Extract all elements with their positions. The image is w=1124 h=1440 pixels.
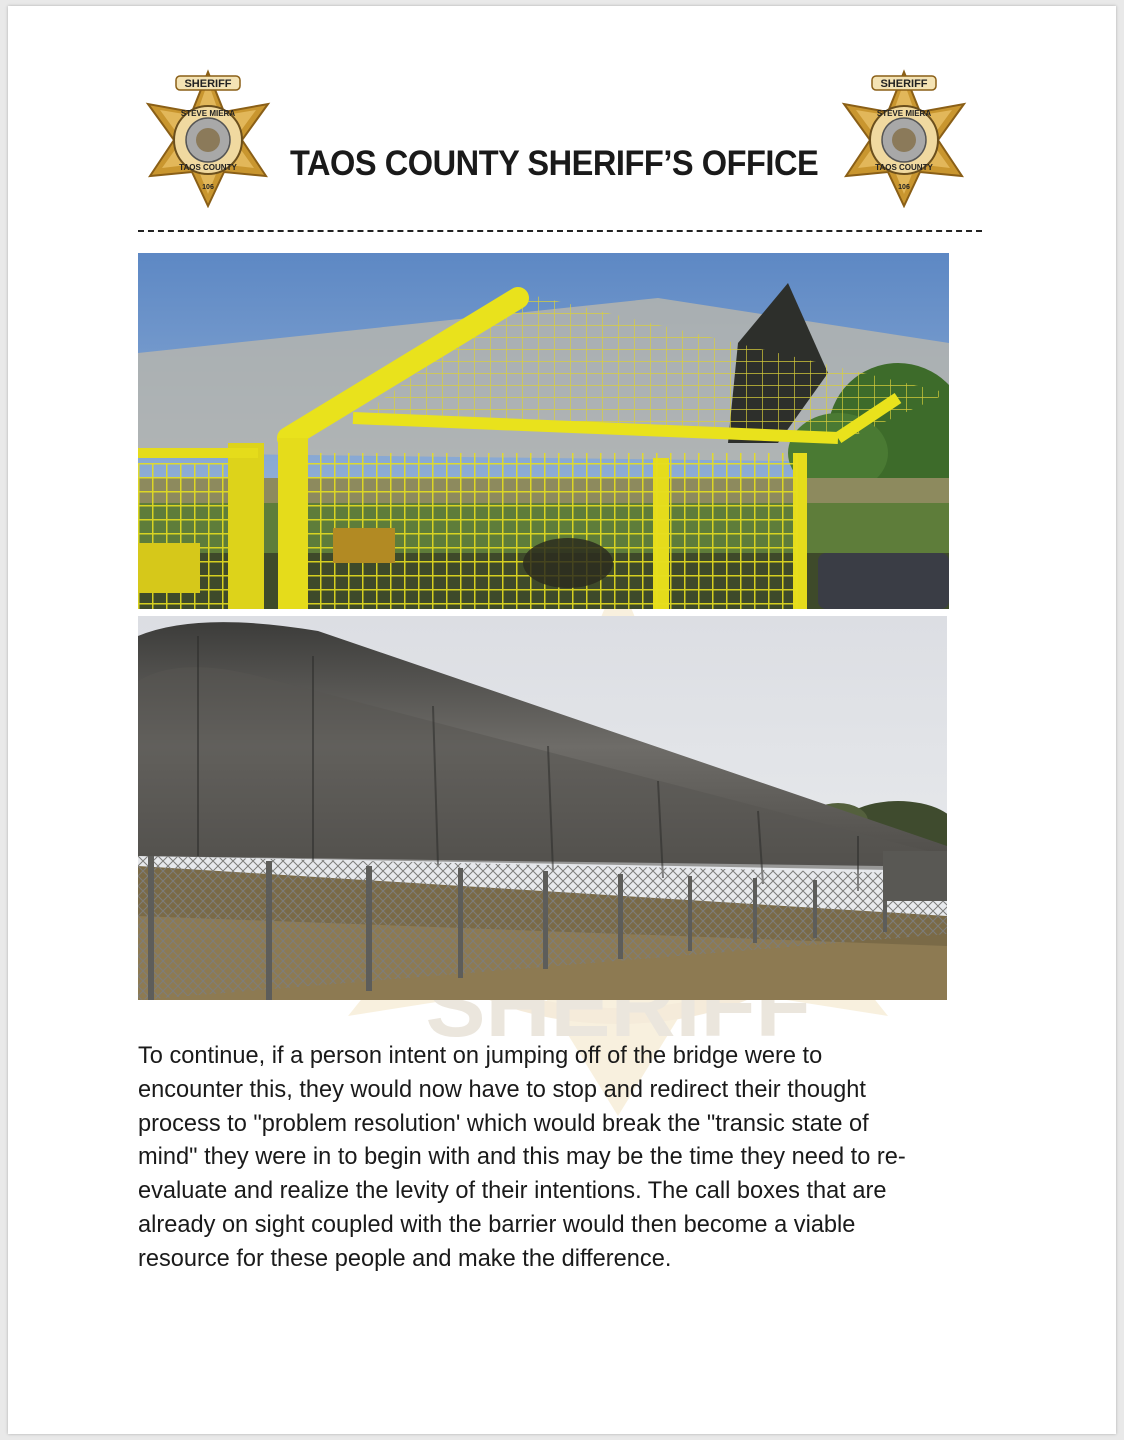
badge-number: 106	[202, 184, 214, 191]
curved-fence-barrier-photo	[138, 616, 947, 1000]
watermark-text: SHERIFF	[425, 956, 811, 1056]
header-divider	[138, 230, 982, 232]
badge-number: 106	[898, 184, 910, 191]
sheriff-badge-right-icon	[834, 68, 974, 208]
badge-ring-top: STEVE MIERA	[876, 109, 932, 118]
yellow-mesh-barrier-photo	[138, 253, 949, 609]
badge-top-text: SHERIFF	[880, 78, 928, 90]
sheriff-badge-left-icon	[138, 68, 278, 208]
badge-top-text: SHERIFF	[184, 78, 232, 90]
body-paragraph: To continue, if a person intent on jumping off of the bridge were to encounter this, they would now have to stop and redirect their thought process to "problem resolution' which would break the "transic state of mind" they were in to begin with and this may be the time they need to re- evaluate and realize the levity of their intentions. The call boxes that are already on sight coupled with the barrier would then become a viable resource for these people and make the difference.	[138, 1043, 906, 1272]
page-title: TAOS COUNTY SHERIFF’S OFFICE	[290, 144, 819, 183]
badge-ring-bottom: TAOS COUNTY	[179, 163, 237, 172]
badge-ring-bottom: TAOS COUNTY	[875, 163, 933, 172]
document-page	[8, 6, 1116, 1434]
badge-ring-top: STEVE MIERA	[180, 109, 236, 118]
